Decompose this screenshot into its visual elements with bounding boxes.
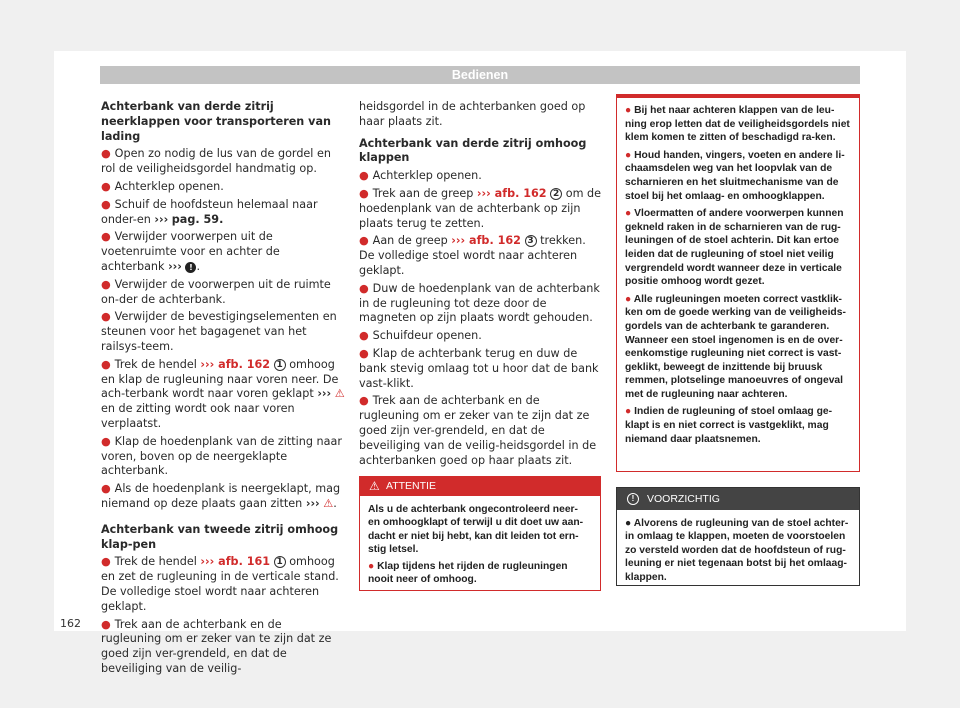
caution-box <box>616 487 860 586</box>
list-item: ● Open zo nodig de lus van de gordel en rol de veiligheidsgordel handmatig op. <box>101 147 331 176</box>
list-item: ● Alvorens de rugleuning van de stoel achter-in omlaag te klappen, moeten de voorstoelen zo versteld worden dat de hoofdsteun of rug-leuning er niet tegenaan botst bij het omlaag-klappen. <box>625 518 849 583</box>
bullet-icon: ● <box>625 293 634 305</box>
bullet-icon: ● <box>101 179 115 193</box>
list-item: ● Houd handen, vingers, voeten en andere li-chaamsdelen weg van het loopvlak van de scharnieren en het sluitmechanisme van de stoel bij het omlaag- en omhoogklappen. <box>625 149 845 202</box>
page-link[interactable]: pag. 59 <box>171 212 220 226</box>
arrow-icon: ››› <box>168 259 182 273</box>
list-item: ● Achterklep openen. <box>101 179 224 193</box>
callout-number: 2 <box>550 188 562 200</box>
arrow-icon: ››› <box>317 387 332 401</box>
list-item: ● Trek de hendel ››› afb. 162 1 omhoog en klap de rugleuning naar voren neer. De ach-terbank wordt naar voren geklapt ››› ⚠ en de zitting wordt ook naar voren verplaatst. <box>101 357 345 430</box>
figure-link[interactable]: ››› afb. 162 <box>200 357 271 371</box>
bullet-icon: ● <box>625 149 635 161</box>
bullet-icon: ● <box>359 394 373 408</box>
list-item: ● Schuifdeur openen. <box>359 329 482 343</box>
list-item: ● Trek aan de achterbank en de rugleuning om er zeker van te zijn dat ze goed zijn ver-grendeld, en dat de beveiliging van de veilig- <box>101 617 332 675</box>
bullet-icon: ● <box>101 555 115 569</box>
warning-icon: ⚠ <box>323 496 334 510</box>
info-icon: ! <box>627 493 639 505</box>
list-item: ● Indien de rugleuning of stoel omlaag ge-klapt is en niet correct is vastgeklikt, mag niemand daar plaatsnemen. <box>625 406 833 445</box>
bullet-icon: ● <box>359 281 373 295</box>
list-item: ● Klap de hoedenplank van de zitting naar voren, boven op de neergeklapte achterbank. <box>101 434 342 478</box>
heading-second-row-up: Achterbank van tweede zitrij omhoog klap-pen <box>101 522 339 551</box>
bullet-icon: ● <box>625 518 634 529</box>
arrow-icon: ››› <box>305 496 320 510</box>
list-item: ● Als de hoedenplank is neergeklapt, mag niemand op deze plaats gaan zitten ››› ⚠. <box>101 482 341 510</box>
column-1 <box>101 100 345 680</box>
warning-icon: ⚠ <box>334 387 345 401</box>
bullet-icon: ● <box>368 560 378 572</box>
list-item: ● Aan de greep ››› afb. 162 3 trekken. De volledige stoel wordt naar achteren geklapt. <box>359 234 586 277</box>
arrow-icon: ››› <box>154 212 169 226</box>
page-number: 162 <box>60 617 81 630</box>
bullet-icon: ● <box>101 482 115 496</box>
bullet-icon: ● <box>359 329 373 343</box>
list-item: ● Klap tijdens het rijden de rugleuningen nooit neer of omhoog. <box>368 560 568 586</box>
bullet-icon: ● <box>101 230 115 244</box>
callout-number: 1 <box>274 556 286 568</box>
list-item: ● Klap de achterbank terug en duw de bank stevig omlaag tot u hoor dat de bank vast-klikt. <box>359 346 599 390</box>
info-icon: ! <box>185 262 196 273</box>
column-2 <box>359 100 602 471</box>
list-item: ● Trek de hendel ››› afb. 161 1 omhoog en zet de rugleuning in de verticale stand. De volledige stoel wordt naar achteren geklapt. <box>101 555 339 613</box>
list-item: ● Alle rugleuningen moeten correct vastklik-ken om de goede werking van de veiligheids-gordels van de achterbank te garanderen. Wanneer een stoel ingenomen is en de over-eenkomstige rugleuning niet correct is vast-geklikt, beweegt de inzittende bij bruusk remmen, plotselinge manoeuvres of ongeval met de rugleuning naar achteren. <box>625 293 846 400</box>
list-item: ● Trek aan de greep ››› afb. 162 2 om de hoedenplank van de achterbank op zijn plaats terug te zetten. <box>359 186 602 230</box>
bullet-icon: ● <box>359 169 373 183</box>
attention-box <box>359 476 601 591</box>
list-item: ● Verwijder de voorwerpen uit de ruimte on-der de achterbank. <box>101 277 331 306</box>
heading-third-row-up: Achterbank van derde zitrij omhoog klappen <box>359 136 587 165</box>
figure-link[interactable]: ››› afb. 161 <box>200 555 271 569</box>
paragraph: heidsgordel in de achterbanken goed op haar plaats zit. <box>359 100 586 128</box>
list-item: ● Verwijder voorwerpen uit de voetenruimte voor en achter de achterbank ››› ! . <box>101 230 280 273</box>
bullet-icon: ● <box>625 208 635 220</box>
bullet-icon: ● <box>101 277 115 291</box>
warning-box <box>616 94 860 472</box>
list-item: ● Bij het naar achteren klappen van de leu-ning erop letten dat de veiligheidsgordels niet klem komen te zitten of beschadigd ra-ken. <box>625 105 850 144</box>
bullet-icon: ● <box>359 186 373 200</box>
attention-header: ⚠ ATTENTIE <box>360 477 600 496</box>
list-item: ● Duw de hoedenplank van de achterbank in de rugleuning tot deze door de magneten op zijn plaats wordt gehouden. <box>359 281 600 325</box>
bullet-icon: ● <box>359 234 373 248</box>
bullet-icon: ● <box>359 346 373 360</box>
section-header: Bedienen <box>100 66 860 84</box>
list-item: ● Achterklep openen. <box>359 169 482 183</box>
attention-text: Als u de achterbank ongecontroleerd neer- en omhoogklapt of terwijl u dit doet uw aan-dacht er niet bij hebt, kan dit leiden tot ern-stig letsel. <box>368 504 584 556</box>
bullet-icon: ● <box>101 434 115 448</box>
list-item: ● Schuif de hoofdsteun helemaal naar onder-en ››› pag. 59. <box>101 197 318 226</box>
list-item: ● Verwijder de bevestigingselementen en steunen voor het bagagenet van het railsys-teem. <box>101 310 337 353</box>
warning-icon: ⚠ <box>369 479 380 493</box>
bullet-icon: ● <box>101 357 115 371</box>
bullet-icon: ● <box>101 147 115 161</box>
figure-link[interactable]: ››› afb. 162 <box>451 234 521 248</box>
bullet-icon: ● <box>101 197 115 211</box>
callout-number: 1 <box>274 359 286 371</box>
caution-header: ! VOORZICHTIG <box>617 488 859 510</box>
bullet-icon: ● <box>101 617 115 631</box>
list-item: ● Trek aan de achterbank en de rugleuning om er zeker van te zijn dat ze goed zijn ver-grendeld, en dat de beveiliging van de veilig-heidsgordel in de achterbanken goed op haar plaats zit. <box>359 394 597 467</box>
heading-third-row-fold: Achterbank van derde zitrij neerklappen voor transporteren van lading <box>101 100 331 143</box>
figure-link[interactable]: ››› afb. 162 <box>476 186 547 200</box>
callout-number: 3 <box>525 235 537 247</box>
bullet-icon: ● <box>625 406 635 418</box>
bullet-icon: ● <box>101 310 115 324</box>
list-item: ● Vloermatten of andere voorwerpen kunnen gekneld raken in de scharnieren van de rug-leuningen of de stoel achterin. Dit kan ertoe leiden dat de rugleuning of stoel niet veilig vergrendeld wordt wanneer deze in verticale positie omhoog wordt gezet. <box>625 208 844 288</box>
bullet-icon: ● <box>625 105 635 116</box>
